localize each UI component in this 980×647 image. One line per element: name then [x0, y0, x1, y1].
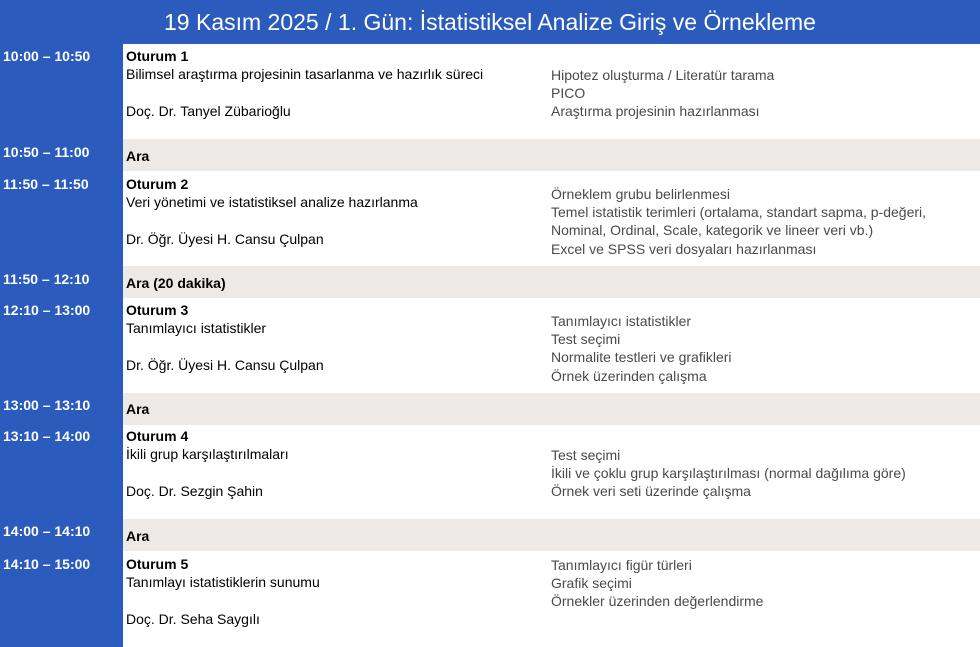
topic-item: Nominal, Ordinal, Scale, kategorik ve lineer veri vb.) — [551, 222, 874, 239]
break-row — [123, 139, 980, 171]
session-speaker: Dr. Öğr. Üyesi H. Cansu Çulpan — [126, 231, 324, 247]
session-time: 11:50 – 11:50 — [3, 176, 89, 192]
break-row — [123, 519, 980, 551]
session-time: 12:10 – 13:00 — [3, 302, 91, 318]
session-topics — [551, 66, 774, 121]
session-topics — [551, 185, 926, 258]
topic-item: Araştırma projesinin hazırlanması — [551, 103, 760, 120]
session-time: 13:10 – 14:00 — [3, 428, 91, 444]
topic-item: Örneklem grubu belirlenmesi — [551, 186, 730, 202]
session-title: Oturum 4 — [126, 428, 189, 444]
break-time: 13:00 – 13:10 — [3, 397, 91, 413]
session-title: Oturum 1 — [126, 48, 189, 64]
topic-item: Tanımlayıcı istatistikler — [551, 313, 692, 329]
topic-item: Örnek veri seti üzerinde çalışma — [551, 483, 751, 500]
topic-item: Hipotez oluşturma / Literatür tarama — [551, 67, 775, 83]
break-row — [123, 393, 980, 425]
session-speaker: Doç. Dr. Tanyel Zübarioğlu — [126, 103, 291, 119]
session-speaker: Doç. Dr. Seha Saygılı — [126, 611, 260, 627]
topic-item: PICO — [551, 85, 586, 102]
topic-item: Temel istatistik terimleri (ortalama, standart sapma, p-değeri, — [551, 204, 927, 221]
topic-item: Grafik seçimi — [551, 575, 632, 592]
topic-item: Örnek üzerinden çalışma — [551, 367, 707, 384]
topic-item: Örnekler üzerinden değerlendirme — [551, 593, 764, 610]
session-topics — [551, 312, 732, 385]
break-time: 14:00 – 14:10 — [3, 523, 91, 539]
topic-item: Test seçimi — [551, 331, 621, 348]
topic-item: Excel ve SPSS veri dosyaları hazırlanması — [551, 240, 817, 257]
session-title: Oturum 2 — [126, 176, 189, 192]
session-subtitle: İkili grup karşılaştırılmaları — [126, 446, 289, 462]
topic-item: İkili ve çoklu grup karşılaştırılması (normal dağılıma göre) — [551, 465, 906, 482]
session-time: 14:10 – 15:00 — [3, 556, 91, 572]
break-label: Ara (20 dakika) — [126, 275, 226, 291]
topic-item: Normalite testleri ve grafikleri — [551, 349, 732, 366]
break-label: Ara — [126, 148, 150, 164]
session-subtitle: Tanımlayı istatistiklerin sunumu — [126, 574, 320, 590]
break-label: Ara — [126, 528, 150, 544]
page-title: 19 Kasım 2025 / 1. Gün: İstatistiksel Analize Giriş ve Örnekleme — [0, 0, 980, 44]
break-row — [123, 266, 980, 298]
break-label: Ara — [126, 401, 150, 417]
session-speaker: Dr. Öğr. Üyesi H. Cansu Çulpan — [126, 357, 324, 373]
break-time: 10:50 – 11:00 — [3, 144, 90, 160]
session-title: Oturum 5 — [126, 556, 189, 572]
session-title: Oturum 3 — [126, 302, 189, 318]
break-time: 11:50 – 12:10 — [3, 271, 90, 287]
session-subtitle: Tanımlayıcı istatistikler — [126, 320, 267, 336]
session-topics — [551, 556, 763, 611]
topic-item: Test seçimi — [551, 447, 621, 463]
session-topics — [551, 446, 906, 501]
session-subtitle: Veri yönetimi ve istatistiksel analize hazırlanma — [126, 194, 418, 210]
session-subtitle: Bilimsel araştırma projesinin tasarlanma ve hazırlık süreci — [126, 66, 484, 82]
topic-item: Tanımlayıcı figür türleri — [551, 557, 692, 573]
session-speaker: Doç. Dr. Sezgin Şahin — [126, 483, 263, 499]
session-time: 10:00 – 10:50 — [3, 48, 91, 64]
